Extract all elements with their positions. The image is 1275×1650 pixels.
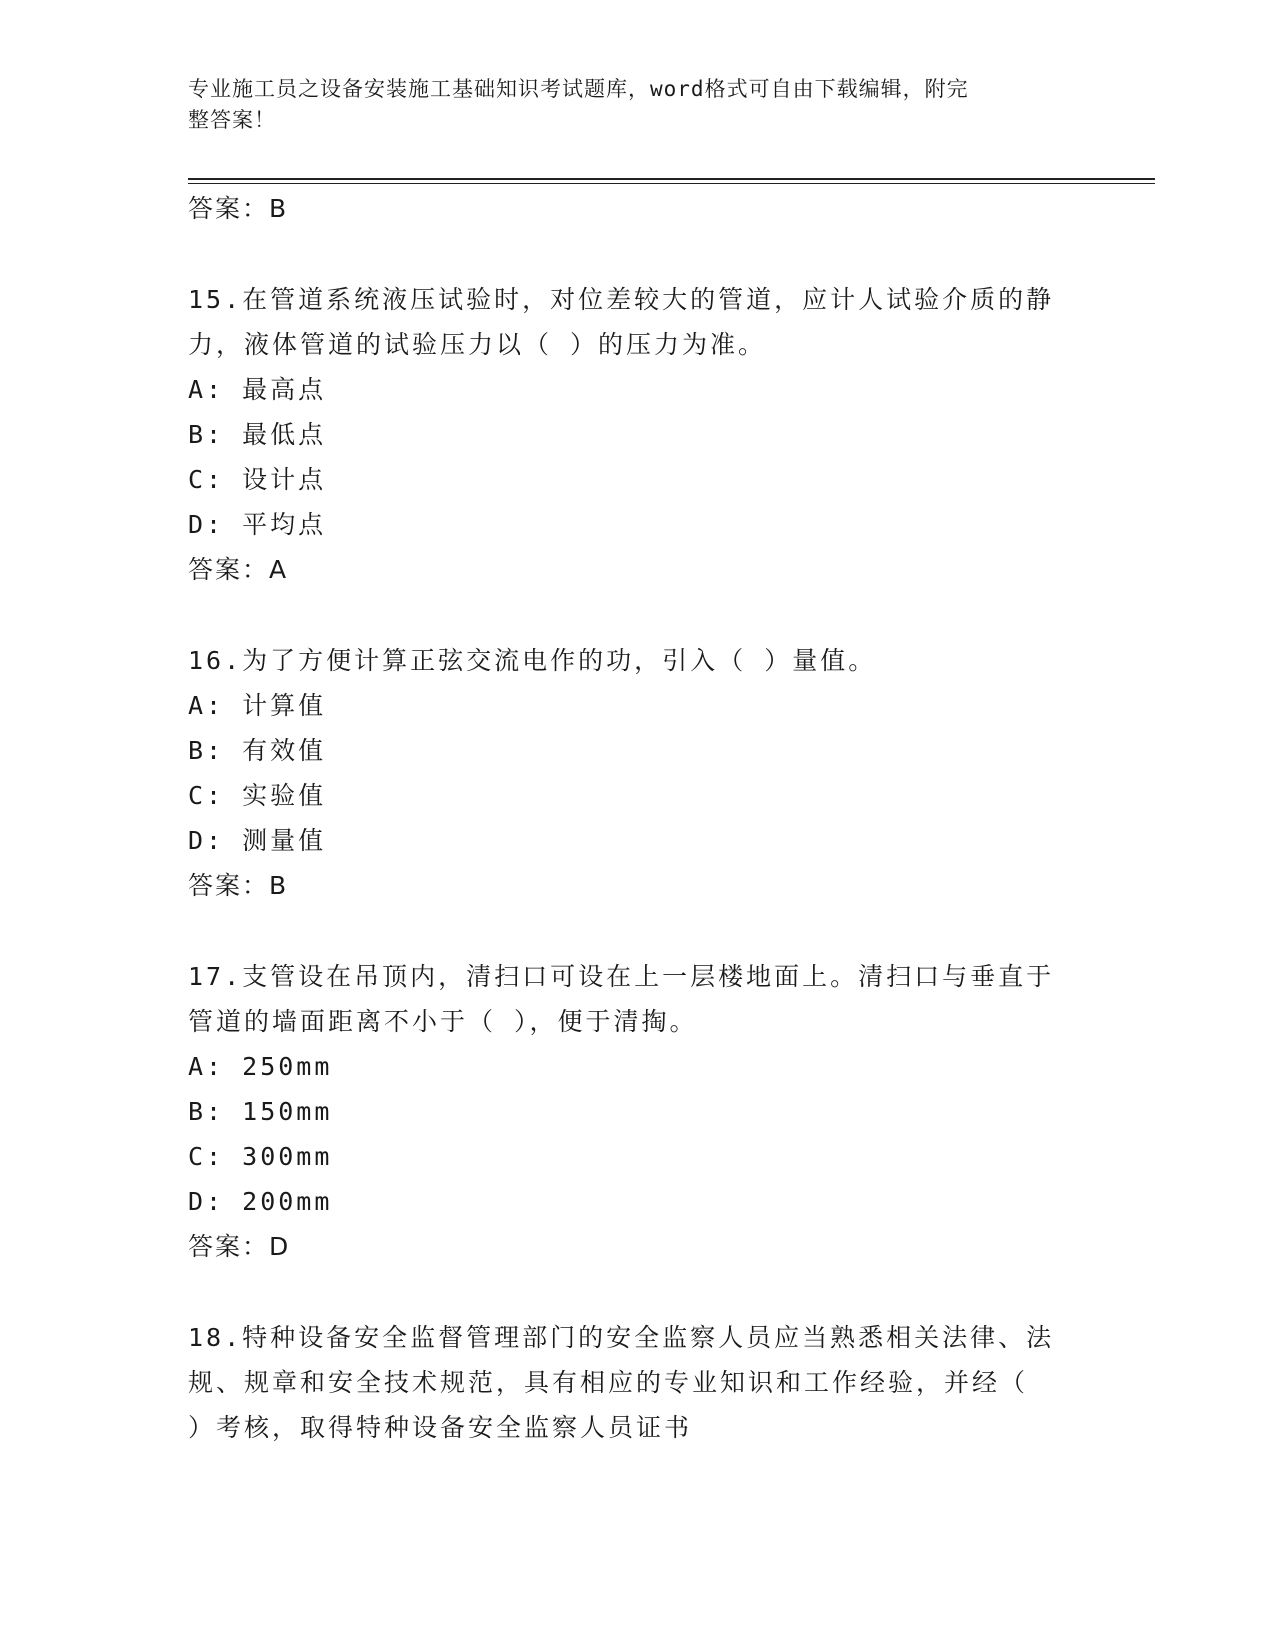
option-b: B: 150mm bbox=[188, 1097, 333, 1126]
option-a: A: 250mm bbox=[188, 1052, 333, 1081]
question-15-text bbox=[188, 277, 1078, 367]
option-a: A: 最高点 bbox=[188, 375, 327, 404]
answer-16: 答案：B bbox=[188, 871, 289, 900]
option-d: D: 平均点 bbox=[188, 510, 327, 539]
question-line: 15.在管道系统液压试验时，对位差较大的管道，应计人试验介质的静 bbox=[188, 285, 1055, 314]
question-16 bbox=[188, 638, 1078, 908]
question-line: 规、规章和安全技术规范，具有相应的专业知识和工作经验，并经（ bbox=[188, 1368, 1029, 1397]
header-divider bbox=[188, 178, 1155, 184]
question-17 bbox=[188, 954, 1078, 1269]
option-c: C: 设计点 bbox=[188, 465, 327, 494]
option-d: D: 200mm bbox=[188, 1187, 333, 1216]
answer-14: 答案：B bbox=[188, 194, 289, 223]
question-line: 16.为了方便计算正弦交流电作的功，引入（ ）量值。 bbox=[188, 646, 877, 675]
question-line: 18.特种设备安全监督管理部门的安全监察人员应当熟悉相关法律、法 bbox=[188, 1323, 1055, 1352]
option-d: D: 测量值 bbox=[188, 826, 327, 855]
option-c: C: 300mm bbox=[188, 1142, 333, 1171]
option-c: C: 实验值 bbox=[188, 781, 327, 810]
question-16-text bbox=[188, 638, 1078, 683]
question-18 bbox=[188, 1315, 1078, 1450]
question-18-text bbox=[188, 1315, 1078, 1450]
option-a: A: 计算值 bbox=[188, 691, 327, 720]
option-b: B: 最低点 bbox=[188, 420, 327, 449]
question-line: 17.支管设在吊顶内，清扫口可设在上一层楼地面上。清扫口与垂直于 bbox=[188, 962, 1055, 991]
answer-17: 答案：D bbox=[188, 1232, 291, 1261]
question-17-text bbox=[188, 954, 1078, 1044]
document-body bbox=[188, 186, 1078, 1450]
header-line-2: 整答案！ bbox=[188, 108, 276, 132]
page-header bbox=[188, 74, 1068, 136]
header-line-1: 专业施工员之设备安装施工基础知识考试题库，word格式可自由下载编辑，附完 bbox=[188, 77, 969, 101]
question-line: 管道的墙面距离不小于（ ），便于清掏。 bbox=[188, 1007, 698, 1036]
question-line: 力，液体管道的试验压力以（ ）的压力为准。 bbox=[188, 330, 767, 359]
question-15 bbox=[188, 277, 1078, 592]
question-line: ）考核，取得特种设备安全监察人员证书 bbox=[188, 1413, 693, 1442]
option-b: B: 有效值 bbox=[188, 736, 327, 765]
answer-15: 答案：A bbox=[188, 555, 289, 584]
